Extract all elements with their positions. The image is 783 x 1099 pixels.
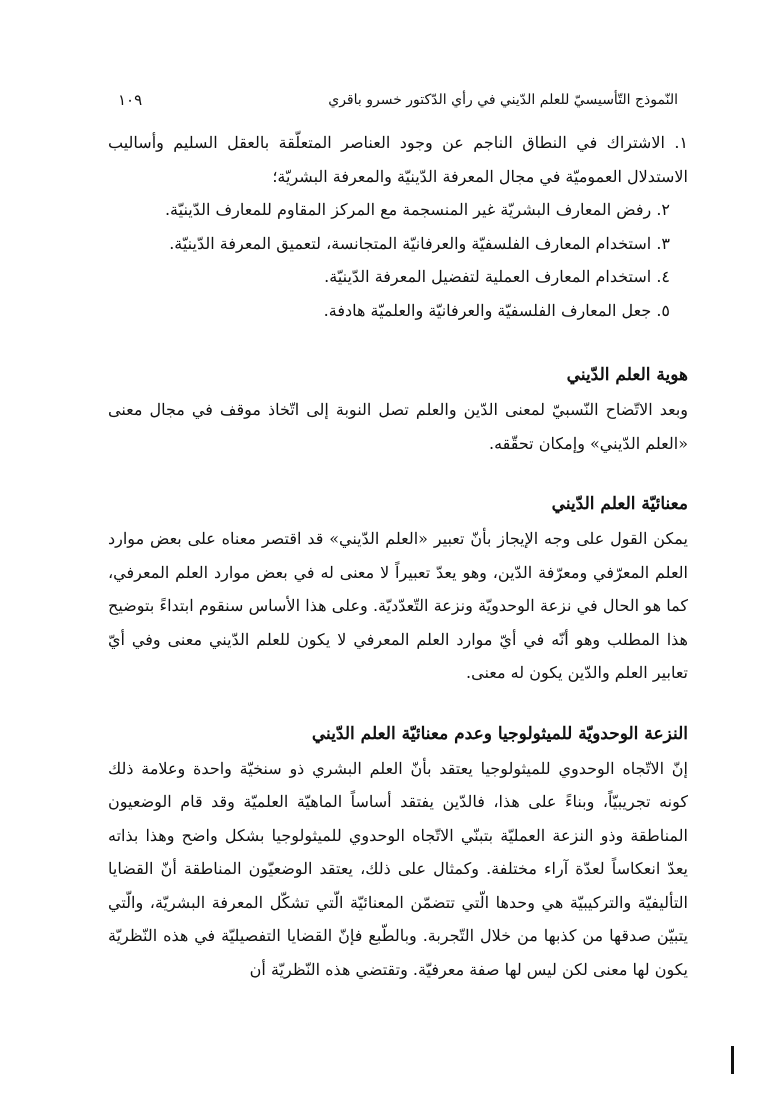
section-heading-unitary: النزعة الوحدويّة للميثولوجيا وعدم معنائيّة العلم الدّيني <box>311 723 688 744</box>
numbered-list <box>108 126 688 327</box>
page-edge-mark <box>731 1046 734 1074</box>
list-item-3: ٣. استخدام المعارف الفلسفيّة والعرفانيّة المتجانسة، لتعميق المعرفة الدّينيّة. <box>169 233 670 253</box>
running-header <box>118 88 678 112</box>
section-body-identity: وبعد الاتّضاح النّسبيّ لمعنى الدّين والعلم تصل النوبة إلى اتّخاذ موقف في مجال معنى «العلم الدّيني» وإمكان تحقّقه. <box>108 400 688 453</box>
list-item-4: ٤. استخدام المعارف العملية لتفضيل المعرفة الدّينيّة. <box>324 267 670 286</box>
section-heading-meaningfulness: معنائيّة العلم الدّيني <box>551 494 688 514</box>
list-item-1: ١. الاشتراك في النطاق الناجم عن وجود العناصر المتعلّقة بالعقل السليم وأساليب الاستدلال العموميّة في مجال المعرفة الدّينيّة والمعرفة البشريّة؛ <box>108 133 689 186</box>
section-heading-identity: هوية العلم الدّيني <box>566 365 688 385</box>
section-body-meaningfulness: يمكن القول على وجه الإيجاز بأنّ تعبير «العلم الدّيني» قد اقتصر معناه على بعض موارد العلم المعرّفي ومعرّفة الدّين، وهو يعدّ تعبيراً لا معنى له في بعض موارد العلم المعرفي، كما هو الحال في نزعة الوحدويّة ونزعة التّعدّديّة. وعلى هذا الأساس سنقوم ابتداءً بتوضيح هذا المطلب وهو أنّه في أيّ موارد العلم المعرفي لا يكون للعلم الدّيني معنى وفي أيّ تعابير العلم والدّين يكون له معنى. <box>108 529 688 682</box>
header-title: النّموذج التّأسيسيّ للعلم الدّيني في رأي الدّكتور خسرو باقري <box>328 92 678 108</box>
list-item-2: ٢. رفض المعارف البشريّة غير المنسجمة مع المركز المقاوم للمعارف الدّينيّة. <box>164 200 670 219</box>
page-content <box>108 126 688 1012</box>
section-body-unitary: إنّ الاتّجاه الوحدوي للميثولوجيا يعتقد بأنّ العلم البشري ذو سنخيّة واحدة وعلامة ذلك كونه تجريبيّاً، وبناءً على هذا، فالدّين يفتقد أساساً الماهيّة العلميّة وقد قام الوضعيون المناطقة وذو النزعة العمليّة بتبنّي الاتّجاه الوحدوي للميثولوجيا بشكل واضح وهذا بذاته يعدّ انعكاساً لعدّة آراء مختلفة. وكمثال على ذلك، يعتقد الوضعيّون المناطقة أنّ القضايا التأليفيّة والتركيبيّة هي وحدها الّتي تتضمّن المعنائيّة الّتي تشكّل المعرفة البشريّة، والّتي يتبيّن صدقها من كذبها من خلال التّجربة. وبالطّبع فإنّ القضايا التفصيليّة في هذه النّظريّة يكون لها معنى لكن ليس لها صفة معرفيّة. وتقتضي هذه النّظريّة أن <box>108 758 689 979</box>
list-item-5: ٥. جعل المعارف الفلسفيّة والعرفانيّة والعلميّة هادفة. <box>323 300 670 320</box>
page-number: ١٠٩ <box>118 91 143 109</box>
